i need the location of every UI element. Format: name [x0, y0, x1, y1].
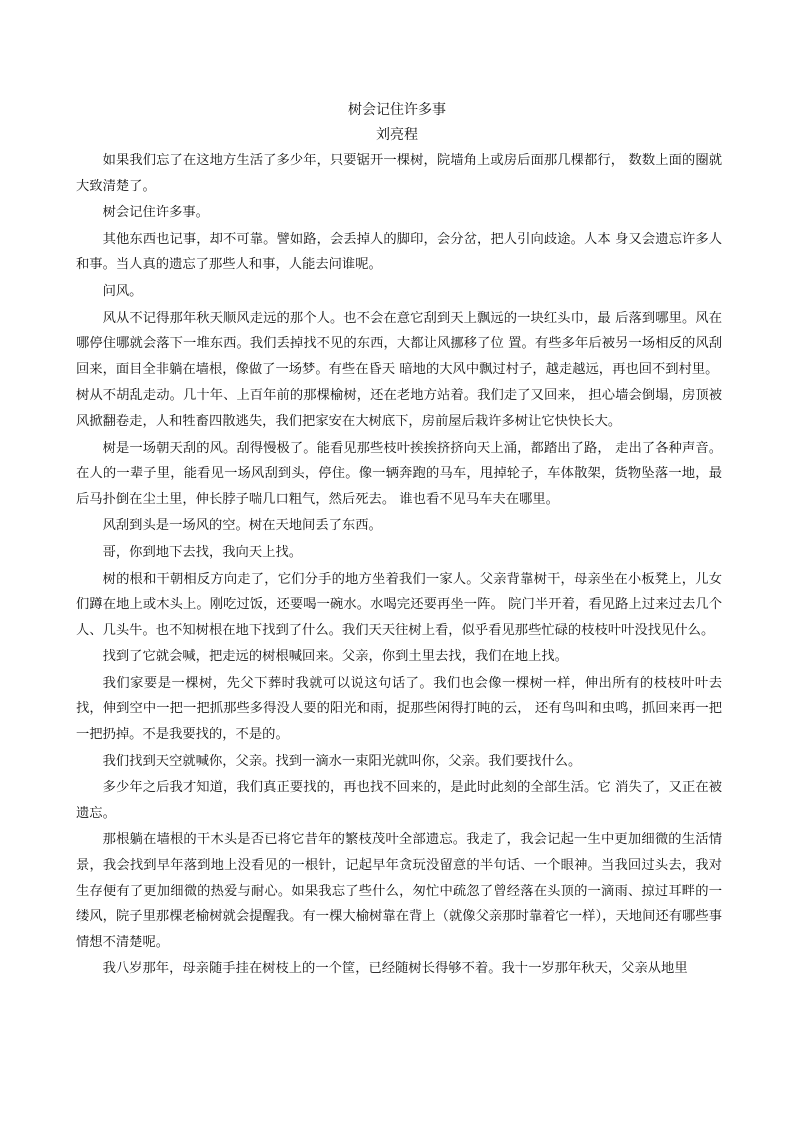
paragraph: 我们找到天空就喊你，父亲。找到一滴水一束阳光就叫你，父亲。我们要找什么。 [102, 753, 582, 769]
paragraph: 那根躺在墙根的干木头是否已将它昔年的繁枝茂叶全部遗忘。我走了，我会记起一生中更加细微的生活情景，我会找到早年落到地上没看见的一根针，记起早年贪玩没留意的半句话、一个眼神。当我回过头去，我对生存便有了更加细微的热爱与耐心。如果我忘了些什么，匆忙中疏忽了曾经落在头顶的一滴雨、掠过耳畔的一缕风，院子里那棵老榆树就会提醒我。有一棵大榆树靠在背上（就像父亲那时靠着它一样），天地间还有哪些事情想不清楚呢。 [76, 832, 722, 950]
paragraph: 我八岁那年，母亲随手挂在树枝上的一个筐，已经随树长得够不着。我十一岁那年秋天，父亲从地里 [102, 961, 688, 977]
essay-author: 刘亮程 [376, 127, 418, 143]
paragraph: 其他东西也记事，却不可靠。譬如路，会丢掉人的脚印，会分岔，把人引向歧途。人本 身又会遗忘许多人和事。当人真的遗忘了那些人和事，人能去问谁呢。 [76, 231, 722, 273]
paragraph: 树从不胡乱走动。几十年、上百年前的那棵榆树，还在老地方站着。我们走了又回来， 担心墙会倒塌，房顶被风掀翻卷走，人和牲畜四散逃失，我们把家安在大树底下，房前屋后栽许多树让它快快长大。 [76, 388, 722, 429]
paragraph: 我们家要是一棵树，先父下葬时我就可以说这句话了。我们也会像一棵树一样，伸出所有的枝枝叶叶去找，伸到空中一把一把抓那些多得没人要的阳光和雨，捉那些闲得打盹的云， 还有鸟叫和虫鸣，抓回来再一把一把扔掉。不是我要找的，不是的。 [76, 675, 722, 743]
paragraph: 树的根和干朝相反方向走了，它们分手的地方坐着我们一家人。父亲背靠树干，母亲坐在小板凳上，儿女们蹲在地上或木头上。刚吃过饭，还要喝一碗水。水喝完还要再坐一阵。 院门半开着，看见路上过来过去几个人、几头牛。也不知树根在地下找到了什么。我们天天往树上看，似乎看见那些忙碌的枝枝叶叶没找见什么。 [76, 571, 722, 638]
paragraph: 哥，你到地下去找，我向天上找。 [102, 544, 303, 560]
paragraph: 找到了它就会喊，把走远的树根喊回来。父亲，你到土里去找，我们在地上找。 [102, 649, 568, 665]
paragraph: 多少年之后我才知道，我们真正要找的，再也找不回来的，是此时此刻的全部生活。它 消失了，又正在被遗忘。 [76, 780, 722, 821]
paragraph: 树会记住许多事。 [102, 205, 209, 221]
paragraph: 问风。 [102, 283, 143, 299]
essay-title: 树会记住许多事 [348, 102, 446, 118]
essay-body [76, 148, 722, 983]
paragraph: 风刮到头是一场风的空。树在天地间丢了东西。 [102, 518, 382, 534]
paragraph: 风从不记得那年秋天顺风走远的那个人。也不会在意它刮到天上飘远的一块红头巾，最 后落到哪里。风在哪停住哪就会落下一堆东西。我们丢掉找不见的东西，大都让风挪移了位 置。有些多年后被另一场相反的风刮回来，面目全非躺在墙根，像做了一场梦。有些在昏天 暗地的大风中飘过村子，越走越远，再也回不到村里。 [76, 310, 722, 377]
paragraph: 树是一场朝天刮的风。刮得慢极了。能看见那些枝叶挨挨挤挤向天上涌，都踏出了路， 走出了各种声音。在人的一辈子里，能看见一场风刮到头，停住。像一辆奔跑的马车，甩掉轮子，车体散架，货物坠落一地，最后马扑倒在尘土里，伸长脖子喘几口粗气，然后死去。 谁也看不见马车夫在哪里。 [76, 440, 722, 507]
paragraph: 如果我们忘了在这地方生活了多少年，只要锯开一棵树，院墙角上或房后面那几棵都行， 数数上面的圈就大致清楚了。 [76, 153, 722, 194]
